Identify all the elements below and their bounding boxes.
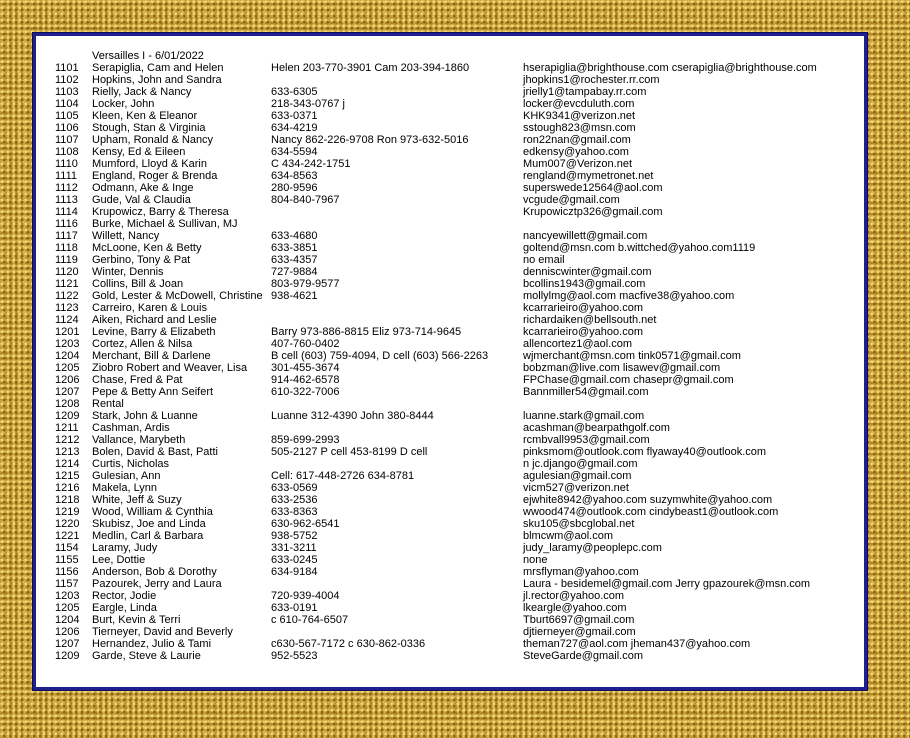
unit-number: 1213 bbox=[55, 446, 80, 458]
phone-number: B cell (603) 759-4094, D cell (603) 566-2263 bbox=[271, 350, 489, 362]
directory-row bbox=[36, 314, 864, 326]
email-address: judy_laramy@peoplepc.com bbox=[523, 542, 662, 554]
email-address: edkensy@yahoo.com bbox=[523, 146, 629, 158]
directory-row bbox=[36, 482, 864, 494]
phone-number: 633-8363 bbox=[271, 506, 318, 518]
unit-number: 1205 bbox=[55, 362, 80, 374]
directory-row bbox=[36, 542, 864, 554]
resident-name: White, Jeff & Suzy bbox=[92, 494, 182, 506]
directory-row bbox=[36, 122, 864, 134]
unit-number: 1206 bbox=[55, 626, 80, 638]
directory-row bbox=[36, 590, 864, 602]
phone-number: 938-5752 bbox=[271, 530, 318, 542]
email-address: mrsflyman@yahoo.com bbox=[523, 566, 639, 578]
phone-number: 727-9884 bbox=[271, 266, 318, 278]
resident-name: Gerbino, Tony & Pat bbox=[92, 254, 191, 266]
email-address: theman727@aol.com jheman437@yahoo.com bbox=[523, 638, 751, 650]
phone-number: 505-2127 P cell 453-8199 D cell bbox=[271, 446, 428, 458]
directory-row bbox=[36, 446, 864, 458]
directory-row bbox=[36, 470, 864, 482]
resident-name: Stough, Stan & Virginia bbox=[92, 122, 206, 134]
resident-name: Ziobro Robert and Weaver, Lisa bbox=[92, 362, 248, 374]
directory-row bbox=[36, 350, 864, 362]
resident-name: Anderson, Bob & Dorothy bbox=[92, 566, 217, 578]
phone-number: 633-4357 bbox=[271, 254, 318, 266]
email-address: djtierneyer@gmail.com bbox=[523, 626, 636, 638]
directory-page bbox=[36, 36, 864, 687]
unit-number: 1219 bbox=[55, 506, 80, 518]
email-address: locker@evcduluth.com bbox=[523, 98, 635, 110]
email-address: FPChase@gmail.com chasepr@gmail.com bbox=[523, 374, 734, 386]
email-address: sku105@sbcglobal.net bbox=[523, 518, 635, 530]
unit-number: 1110 bbox=[55, 158, 78, 170]
directory-row bbox=[36, 386, 864, 398]
unit-number: 1221 bbox=[55, 530, 80, 542]
unit-number: 1113 bbox=[55, 194, 78, 206]
email-address: vcgude@gmail.com bbox=[523, 194, 620, 206]
resident-name: Pepe & Betty Ann Seifert bbox=[92, 386, 214, 398]
resident-name: Hernandez, Julio & Tami bbox=[92, 638, 212, 650]
phone-number: 634-5594 bbox=[271, 146, 318, 158]
resident-name: England, Roger & Brenda bbox=[92, 170, 218, 182]
email-address: luanne.stark@gmail.com bbox=[523, 410, 645, 422]
email-address: jrielly1@tampabay.rr.com bbox=[523, 86, 647, 98]
directory-row bbox=[36, 158, 864, 170]
resident-name: Eargle, Linda bbox=[92, 602, 157, 614]
resident-name: Kleen, Ken & Eleanor bbox=[92, 110, 198, 122]
email-address: rengland@mymetronet.net bbox=[523, 170, 654, 182]
unit-number: 1204 bbox=[55, 350, 80, 362]
email-address: goltend@msn.com b.wittched@yahoo.com1119 bbox=[523, 242, 756, 254]
unit-number: 1207 bbox=[55, 386, 80, 398]
resident-name: Cortez, Allen & Nilsa bbox=[92, 338, 193, 350]
email-address: vicm527@verizon.net bbox=[523, 482, 629, 494]
directory-row bbox=[36, 146, 864, 158]
directory-row bbox=[36, 554, 864, 566]
email-address: wjmerchant@msn.com tink0571@gmail.com bbox=[523, 350, 741, 362]
phone-number: 633-0371 bbox=[271, 110, 318, 122]
resident-name: Bolen, David & Bast, Patti bbox=[92, 446, 218, 458]
email-address: kcarrarieiro@yahoo.com bbox=[523, 326, 643, 338]
directory-row bbox=[36, 98, 864, 110]
phone-number: 331-3211 bbox=[271, 542, 317, 554]
resident-name: Burt, Kevin & Terri bbox=[92, 614, 181, 626]
email-address: ron22nan@gmail.com bbox=[523, 134, 631, 146]
directory-row bbox=[36, 278, 864, 290]
unit-number: 1209 bbox=[55, 410, 80, 422]
email-address: agulesian@gmail.com bbox=[523, 470, 632, 482]
resident-name: Wood, William & Cynthia bbox=[92, 506, 213, 518]
directory-row bbox=[36, 218, 864, 230]
directory-row bbox=[36, 626, 864, 638]
directory-row bbox=[36, 530, 864, 542]
phone-number: Barry 973-886-8815 Eliz 973-714-9645 bbox=[271, 326, 462, 338]
resident-name: Rector, Jodie bbox=[92, 590, 157, 602]
document-frame bbox=[33, 33, 867, 690]
resident-name: Pazourek, Jerry and Laura bbox=[92, 578, 222, 590]
unit-number: 1208 bbox=[55, 398, 80, 410]
unit-number: 1104 bbox=[55, 98, 79, 110]
email-address: pinksmom@outlook.com flyaway40@outlook.com bbox=[523, 446, 767, 458]
directory-row bbox=[36, 170, 864, 182]
phone-number: 634-9184 bbox=[271, 566, 318, 578]
phone-number: 914-462-6578 bbox=[271, 374, 340, 386]
directory-row bbox=[36, 206, 864, 218]
directory-row bbox=[36, 614, 864, 626]
email-address: lkeargle@yahoo.com bbox=[523, 602, 627, 614]
email-address: mollylmg@aol.com macfive38@yahoo.com bbox=[523, 290, 735, 302]
directory-row bbox=[36, 242, 864, 254]
phone-number: 280-9596 bbox=[271, 182, 318, 194]
phone-number: 952-5523 bbox=[271, 650, 318, 662]
unit-number: 1103 bbox=[55, 86, 79, 98]
email-address: nancyewillett@gmail.com bbox=[523, 230, 648, 242]
email-address: jhopkins1@rochester.rr.com bbox=[523, 74, 660, 86]
phone-number: 633-2536 bbox=[271, 494, 318, 506]
resident-name: Vallance, Marybeth bbox=[92, 434, 186, 446]
email-address: Krupowicztp326@gmail.com bbox=[523, 206, 663, 218]
unit-number: 1214 bbox=[55, 458, 80, 470]
phone-number: 630-962-6541 bbox=[271, 518, 340, 530]
unit-number: 1218 bbox=[55, 494, 80, 506]
unit-number: 1117 bbox=[55, 230, 78, 242]
unit-number: 1216 bbox=[55, 482, 80, 494]
directory-row bbox=[36, 110, 864, 122]
resident-name: Rental bbox=[92, 398, 124, 410]
resident-name: Rielly, Jack & Nancy bbox=[92, 86, 192, 98]
directory-row bbox=[36, 134, 864, 146]
directory-row bbox=[36, 458, 864, 470]
unit-number: 1112 bbox=[55, 182, 78, 194]
resident-name: Collins, Bill & Joan bbox=[92, 278, 184, 290]
email-address: SteveGarde@gmail.com bbox=[523, 650, 643, 662]
resident-name: Odmann, Ake & Inge bbox=[92, 182, 194, 194]
directory-row bbox=[36, 650, 864, 662]
email-address: sstough823@msn.com bbox=[523, 122, 636, 134]
phone-number: Nancy 862-226-9708 Ron 973-632-5016 bbox=[271, 134, 469, 146]
email-address: Bannmiller54@gmail.com bbox=[523, 386, 649, 398]
resident-name: Merchant, Bill & Darlene bbox=[92, 350, 211, 362]
resident-name: Tierneyer, David and Beverly bbox=[92, 626, 233, 638]
resident-name: Levine, Barry & Elizabeth bbox=[92, 326, 216, 338]
directory-row bbox=[36, 254, 864, 266]
directory-row bbox=[36, 362, 864, 374]
unit-number: 1201 bbox=[55, 326, 80, 338]
email-address: bcollins1943@gmail.com bbox=[523, 278, 646, 290]
directory-row bbox=[36, 578, 864, 590]
phone-number: c630-567-7172 c 630-862-0336 bbox=[271, 638, 426, 650]
email-address: none bbox=[523, 554, 548, 566]
unit-number: 1154 bbox=[55, 542, 79, 554]
directory-row bbox=[36, 302, 864, 314]
directory-row bbox=[36, 266, 864, 278]
unit-number: 1207 bbox=[55, 638, 80, 650]
phone-number: 610-322-7006 bbox=[271, 386, 340, 398]
resident-name: Willett, Nancy bbox=[92, 230, 160, 242]
unit-number: 1108 bbox=[55, 146, 79, 158]
email-address: Tburt6697@gmail.com bbox=[523, 614, 635, 626]
phone-number: 633-4680 bbox=[271, 230, 318, 242]
unit-number: 1156 bbox=[55, 566, 79, 578]
unit-number: 1206 bbox=[55, 374, 80, 386]
resident-name: Aiken, Richard and Leslie bbox=[92, 314, 217, 326]
directory-row bbox=[36, 374, 864, 386]
phone-number: 218-343-0767 j bbox=[271, 98, 346, 110]
unit-number: 1203 bbox=[55, 590, 80, 602]
resident-name: Hopkins, John and Sandra bbox=[92, 74, 222, 86]
email-address: n jc.django@gmail.com bbox=[523, 458, 638, 470]
email-address: hserapiglia@brighthouse.com cserapiglia@brighthouse.com bbox=[523, 62, 817, 74]
phone-number: 803-979-9577 bbox=[271, 278, 340, 290]
email-address: blmcwm@aol.com bbox=[523, 530, 614, 542]
directory-row bbox=[36, 566, 864, 578]
resident-name: Garde, Steve & Laurie bbox=[92, 650, 201, 662]
email-address: jl.rector@yahoo.com bbox=[523, 590, 625, 602]
resident-name: Gulesian, Ann bbox=[92, 470, 161, 482]
unit-number: 1102 bbox=[55, 74, 79, 86]
unit-number: 1121 bbox=[55, 278, 79, 290]
phone-number: c 610-764-6507 bbox=[271, 614, 349, 626]
unit-number: 1209 bbox=[55, 650, 80, 662]
unit-number: 1220 bbox=[55, 518, 80, 530]
unit-number: 1116 bbox=[55, 218, 78, 230]
email-address: Laura - besidemel@gmail.com Jerry gpazourek@msn.com bbox=[523, 578, 811, 590]
phone-number: 407-760-0402 bbox=[271, 338, 340, 350]
phone-number: 633-3851 bbox=[271, 242, 318, 254]
phone-number: 938-4621 bbox=[271, 290, 318, 302]
resident-name: Lee, Dottie bbox=[92, 554, 146, 566]
directory-row bbox=[36, 638, 864, 650]
phone-number: C 434-242-1751 bbox=[271, 158, 351, 170]
unit-number: 1211 bbox=[55, 422, 79, 434]
email-address: allencortez1@aol.com bbox=[523, 338, 632, 350]
unit-number: 1122 bbox=[55, 290, 79, 302]
directory-row bbox=[36, 398, 864, 410]
unit-number: 1123 bbox=[55, 302, 79, 314]
email-address: superswede12564@aol.com bbox=[523, 182, 663, 194]
phone-number: Luanne 312-4390 John 380-8444 bbox=[271, 410, 434, 422]
phone-number: 633-0569 bbox=[271, 482, 318, 494]
unit-number: 1111 bbox=[55, 170, 78, 182]
directory-row bbox=[36, 434, 864, 446]
page-title: Versailles I - 6/01/2022 bbox=[92, 50, 204, 62]
resident-name: McLoone, Ken & Betty bbox=[92, 242, 202, 254]
email-address: Mum007@Verizon.net bbox=[523, 158, 633, 170]
unit-number: 1120 bbox=[55, 266, 79, 278]
directory-row bbox=[36, 494, 864, 506]
resident-name: Krupowicz, Barry & Theresa bbox=[92, 206, 229, 218]
resident-name: Upham, Ronald & Nancy bbox=[92, 134, 214, 146]
phone-number: 301-455-3674 bbox=[271, 362, 340, 374]
resident-name: Kensy, Ed & Eileen bbox=[92, 146, 186, 158]
resident-name: Cashman, Ardis bbox=[92, 422, 170, 434]
directory-row bbox=[36, 422, 864, 434]
email-address: denniscwinter@gmail.com bbox=[523, 266, 652, 278]
unit-number: 1215 bbox=[55, 470, 80, 482]
unit-number: 1205 bbox=[55, 602, 80, 614]
email-address: KHK9341@verizon.net bbox=[523, 110, 636, 122]
phone-number: 720-939-4004 bbox=[271, 590, 340, 602]
directory-row bbox=[36, 518, 864, 530]
unit-number: 1155 bbox=[55, 554, 79, 566]
directory-row bbox=[36, 290, 864, 302]
directory-row bbox=[36, 410, 864, 422]
resident-name: Stark, John & Luanne bbox=[92, 410, 198, 422]
phone-number: Cell: 617-448-2726 634-8781 bbox=[271, 470, 415, 482]
directory-row bbox=[36, 602, 864, 614]
resident-name: Makela, Lynn bbox=[92, 482, 158, 494]
email-address: wwood474@outlook.com cindybeast1@outlook.com bbox=[523, 506, 779, 518]
directory-row bbox=[36, 338, 864, 350]
unit-number: 1106 bbox=[55, 122, 79, 134]
directory-row bbox=[36, 86, 864, 98]
phone-number: 634-4219 bbox=[271, 122, 318, 134]
unit-number: 1124 bbox=[55, 314, 79, 326]
resident-name: Serapiglia, Cam and Helen bbox=[92, 62, 224, 74]
email-address: no email bbox=[523, 254, 565, 266]
resident-name: Laramy, Judy bbox=[92, 542, 158, 554]
resident-name: Carreiro, Karen & Louis bbox=[92, 302, 207, 314]
unit-number: 1105 bbox=[55, 110, 79, 122]
directory-row bbox=[36, 326, 864, 338]
email-address: ejwhite8942@yahoo.com suzymwhite@yahoo.com bbox=[523, 494, 773, 506]
unit-number: 1212 bbox=[55, 434, 80, 446]
phone-number: 633-6305 bbox=[271, 86, 318, 98]
resident-name: Mumford, Lloyd & Karin bbox=[92, 158, 207, 170]
phone-number: 859-699-2993 bbox=[271, 434, 340, 446]
phone-number: 633-0245 bbox=[271, 554, 318, 566]
resident-name: Locker, John bbox=[92, 98, 155, 110]
resident-name: Burke, Michael & Sullivan, MJ bbox=[92, 218, 238, 230]
email-address: richardaiken@bellsouth.net bbox=[523, 314, 657, 326]
email-address: kcarrarieiro@yahoo.com bbox=[523, 302, 643, 314]
resident-name: Winter, Dennis bbox=[92, 266, 164, 278]
unit-number: 1157 bbox=[55, 578, 79, 590]
directory-row bbox=[36, 230, 864, 242]
directory-row bbox=[36, 506, 864, 518]
phone-number: 804-840-7967 bbox=[271, 194, 340, 206]
unit-number: 1107 bbox=[55, 134, 79, 146]
email-address: acashman@bearpathgolf.com bbox=[523, 422, 670, 434]
unit-number: 1203 bbox=[55, 338, 80, 350]
unit-number: 1101 bbox=[55, 62, 79, 74]
unit-number: 1114 bbox=[55, 206, 78, 218]
resident-name: Skubisz, Joe and Linda bbox=[92, 518, 206, 530]
directory-row bbox=[36, 62, 864, 74]
resident-name: Gold, Lester & McDowell, Christine bbox=[92, 290, 263, 302]
directory-row bbox=[36, 182, 864, 194]
unit-number: 1118 bbox=[55, 242, 78, 254]
phone-number: 633-0191 bbox=[271, 602, 318, 614]
email-address: bobzman@live.com lisawev@gmail.com bbox=[523, 362, 721, 374]
unit-number: 1119 bbox=[55, 254, 78, 266]
directory-row bbox=[36, 74, 864, 86]
resident-name: Chase, Fred & Pat bbox=[92, 374, 183, 386]
phone-number: 634-8563 bbox=[271, 170, 318, 182]
email-address: rcmbvall9953@gmail.com bbox=[523, 434, 650, 446]
unit-number: 1204 bbox=[55, 614, 80, 626]
resident-name: Curtis, Nicholas bbox=[92, 458, 170, 470]
resident-name: Medlin, Carl & Barbara bbox=[92, 530, 204, 542]
phone-number: Helen 203-770-3901 Cam 203-394-1860 bbox=[271, 62, 470, 74]
resident-name: Gude, Val & Claudia bbox=[92, 194, 191, 206]
directory-row bbox=[36, 194, 864, 206]
